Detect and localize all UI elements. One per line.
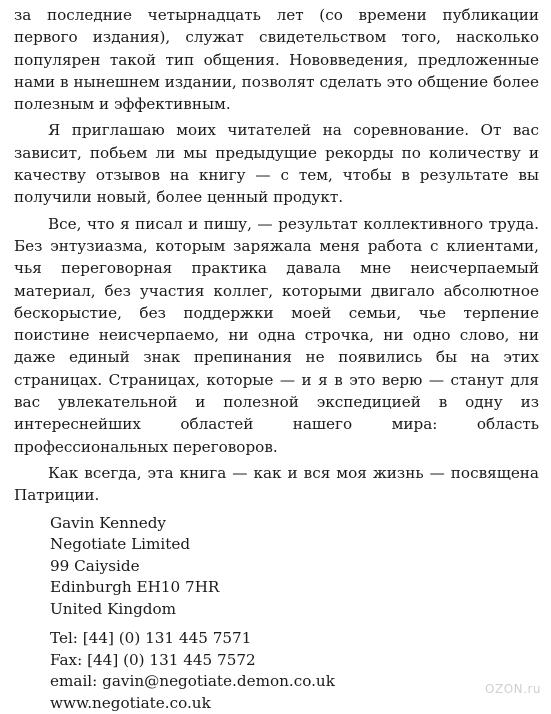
company-name: Negotiate Limited [50,535,191,554]
ozon-watermark: OZON.ru [485,682,541,696]
paragraph-invitation: Я приглашаю моих читателей на соревнование. От вас зависит, побьем ли мы предыдущие рекорды по количеству и качеству отзывов на книгу — с тем, чтобы в результате вы получили новый, более ценный продукт. [14,121,539,207]
country: United Kingdom [50,599,177,618]
website: www.negotiate.co.uk [50,693,211,712]
book-page [14,4,539,714]
fax: Fax: [44] (0) 131 445 7572 [50,650,256,669]
author-name: Gavin Kennedy [50,513,167,532]
email: email: gavin@negotiate.demon.co.uk [50,672,335,691]
city-postcode: Edinburgh EH10 7HR [50,578,220,597]
paragraph-continuation: за последние четырнадцать лет (со времени публикации первого издания), служат свидетельством того, насколько популярен такой тип общения. Нововведения, предложенные нами в нынешнем издании, позволят сделать это общение более полезным и эффективным. [14,6,539,114]
author-address [50,513,539,621]
telephone: Tel: [44] (0) 131 445 7571 [50,629,252,648]
paragraph-collective-work: Все, что я писал и пишу, — результат коллективного труда. Без энтузиазма, которым заряжала меня работа с клиентами, чья переговорная практика давала мне неисчерпаемый материал, без участия коллег, которыми двигало абсолютное бескорыстие, без поддержки моей семьи, чье терпение поистине неисчерпаемо, ни одна строчка, ни одно слово, ни даже единый знак препинания не появились бы на этих страницах. Страницах, которые — и я в это верю — станут для вас увлекательной и полезной экспедицией в одну из интереснейших областей нашего мира: область профессиональных переговоров. [14,214,539,456]
paragraph-dedication: Как всегда, эта книга — как и вся моя жизнь — посвящена Патриции. [14,463,539,505]
street-address: 99 Caiyside [50,556,140,575]
contact-details [50,628,539,714]
